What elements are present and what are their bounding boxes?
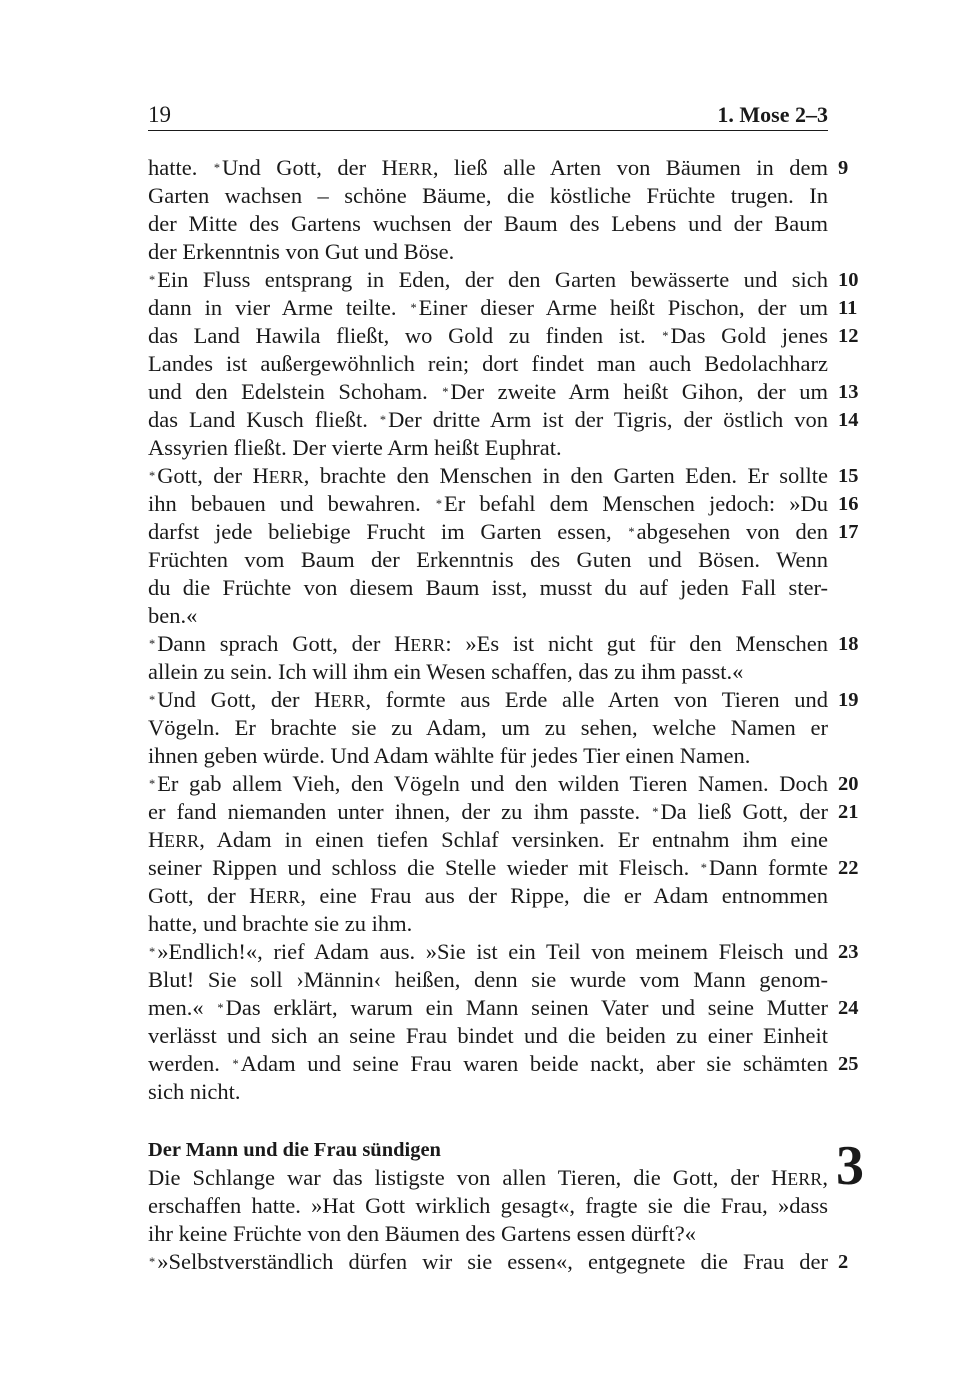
text-line: ihn bebauen und bewahren. *Er befahl dem Menschen jedoch: »Du <box>148 491 829 517</box>
text-line: du die Früchte von diesem Baum isst, musst du auf jeden Fall ster- <box>148 575 828 600</box>
text-line: *»Endlich!«, rief Adam aus. »Sie ist ein Teil von meinem Fleisch und <box>149 939 828 965</box>
text-line: *Dann sprach Gott, der HERR: »Es ist nicht gut für den Menschen <box>149 631 828 657</box>
text-line: und den Edelstein Schoham. *Der zweite Arm heißt Gihon, der um <box>148 379 828 405</box>
verse-number: 23 <box>838 941 859 963</box>
verse-number: 21 <box>838 801 859 823</box>
text-line: das Land Kusch fließt. *Der dritte Arm ist der Tigris, der östlich von <box>148 407 828 433</box>
text-line: *Und Gott, der HERR, formte aus Erde alle Arten von Tieren und <box>149 687 829 713</box>
text-line: *Ein Fluss entsprang in Eden, der den Garten bewässerte und sich <box>149 267 828 293</box>
text-line: Assyrien fließt. Der vierte Arm heißt Euphrat. <box>148 435 562 460</box>
verse-number: 22 <box>838 857 859 879</box>
text-line: der Mitte des Gartens wuchsen der Baum des Lebens und der Baum <box>148 211 828 236</box>
verse-number: 9 <box>838 157 849 179</box>
text-line: Früchten vom Baum der Erkenntnis des Guten und Bösen. Wenn <box>148 547 828 572</box>
verse-number: 19 <box>838 689 859 711</box>
text-line: der Erkenntnis von Gut und Böse. <box>148 239 455 264</box>
text-line: Garten wachsen – schöne Bäume, die köstliche Früchte trugen. In <box>148 183 828 208</box>
text-line: HERR, Adam in einen tiefen Schlaf versinken. Er entnahm ihm eine <box>148 827 828 852</box>
verse-number: 24 <box>838 997 859 1019</box>
text-line: allein zu sein. Ich will ihm ein Wesen schaffen, das zu ihm passt.« <box>148 659 744 684</box>
chapter-number: 3 <box>836 1135 864 1197</box>
text-line: ihnen geben würde. Und Adam wählte für jedes Tier einen Namen. <box>148 743 751 768</box>
text-line: darfst jede beliebige Frucht im Garten essen, *abgesehen von den <box>148 519 828 545</box>
text-line: *»Selbstverständlich dürfen wir sie essen«, entgegnete die Frau der <box>149 1249 828 1275</box>
text-line: sich nicht. <box>148 1079 241 1104</box>
text-line: hatte. *Und Gott, der HERR, ließ alle Arten von Bäumen in dem <box>148 155 828 181</box>
verse-number: 11 <box>838 297 858 319</box>
page-header <box>148 100 828 131</box>
verse-number: 18 <box>838 633 859 655</box>
text-line: Vögeln. Er brachte sie zu Adam, um zu sehen, welche Namen er <box>148 715 828 740</box>
text-line: erschaffen hatte. »Hat Gott wirklich gesagt«, fragte sie die Frau, »dass <box>148 1193 828 1218</box>
running-head: 1. Mose 2–3 <box>717 102 828 127</box>
verse-number: 2 <box>838 1251 849 1273</box>
text-line: *Gott, der HERR, brachte den Menschen in den Garten Eden. Er sollte <box>149 463 828 489</box>
verse-number: 16 <box>838 493 859 515</box>
text-line: Landes ist außergewöhnlich rein; dort findet man auch Bedolachharz <box>148 351 828 376</box>
text-line: Gott, der HERR, eine Frau aus der Rippe, die er Adam entnommen <box>148 883 829 908</box>
verse-number: 10 <box>838 269 859 291</box>
text-line: verlässt und sich an seine Frau bindet und die beiden zu einer Einheit <box>148 1023 828 1048</box>
verse-number: 20 <box>838 773 859 795</box>
text-line: das Land Hawila fließt, wo Gold zu finden ist. *Das Gold jenes <box>148 323 828 349</box>
page-number: 19 <box>148 102 171 127</box>
text-line: Blut! Sie soll ›Männin‹ heißen, denn sie wurde vom Mann genom- <box>148 967 828 992</box>
verse-number: 12 <box>838 325 859 347</box>
text-line: hatte, und brachte sie zu ihm. <box>148 911 413 936</box>
verse-number: 13 <box>838 381 859 403</box>
verse-number: 17 <box>838 521 859 543</box>
text-line: dann in vier Arme teilte. *Einer dieser Arme heißt Pischon, der um <box>148 295 828 321</box>
section-heading: Der Mann und die Frau sündigen <box>148 1139 441 1161</box>
text-line: *Er gab allem Vieh, den Vögeln und den wilden Tieren Namen. Doch <box>149 771 828 797</box>
text-line: Die Schlange war das listigste von allen Tieren, die Gott, der HERR, <box>148 1165 828 1190</box>
text-line: seiner Rippen und schloss die Stelle wieder mit Fleisch. *Dann formte <box>148 855 828 881</box>
text-line: er fand niemanden unter ihnen, der zu ihm passte. *Da ließ Gott, der <box>148 799 828 825</box>
verse-number: 15 <box>838 465 859 487</box>
text-line: men.« *Das erklärt, warum ein Mann seinen Vater und seine Mutter <box>148 995 828 1021</box>
text-line: ihr keine Früchte von den Bäumen des Gartens essen dürft?« <box>148 1221 696 1246</box>
text-line: ben.« <box>148 603 198 628</box>
text-line: werden. *Adam und seine Frau waren beide nackt, aber sie schämten <box>148 1051 828 1077</box>
verse-number: 14 <box>838 409 859 431</box>
verse-number: 25 <box>838 1053 859 1075</box>
